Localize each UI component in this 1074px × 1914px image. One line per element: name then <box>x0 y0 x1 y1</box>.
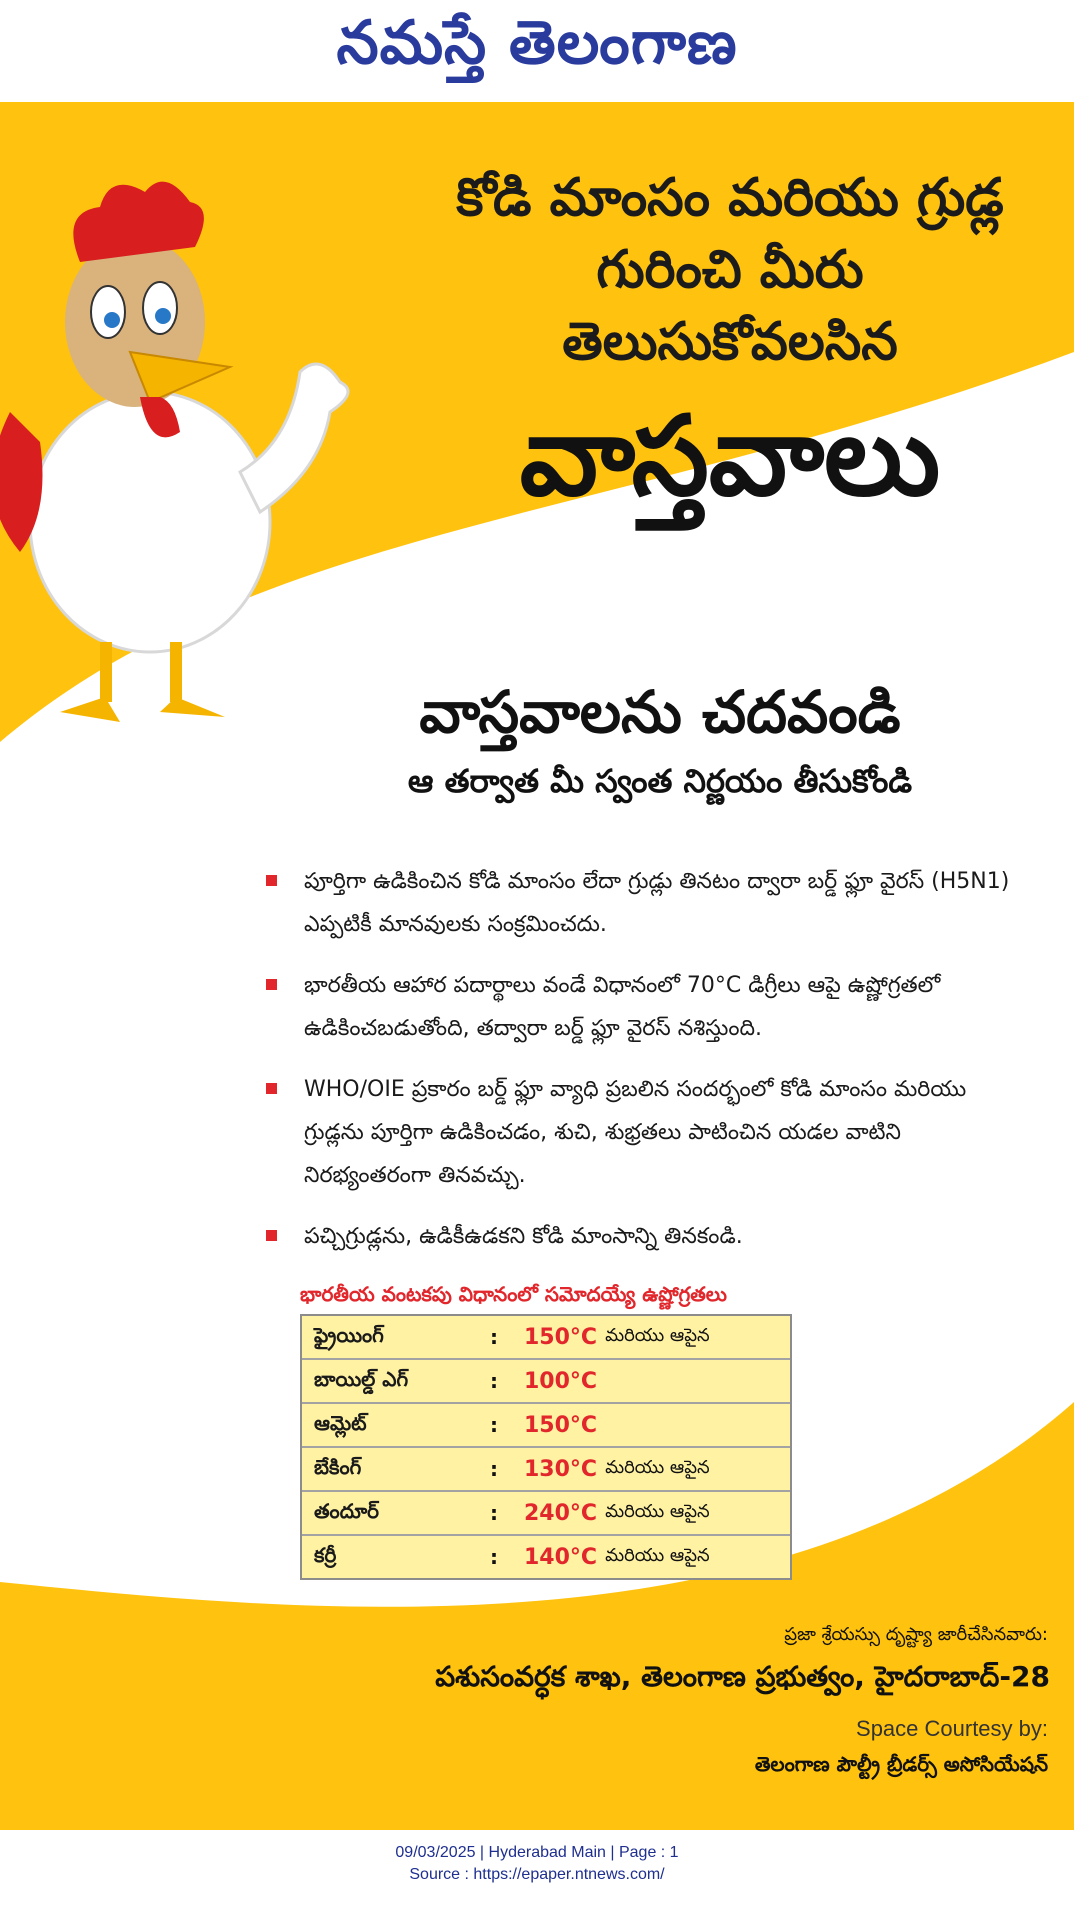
fact-text: WHO/OIE ప్రకారం బర్డ్ ఫ్లూ వ్యాధి ప్రబలిన సందర్భంలో కోడి మాంసం మరియు గ్రుడ్లను పూర్తిగా ఉడికించడం, శుచి, శుభ్రతలు పాటించిన యడల వాటిని నిరభ్యంతరంగా తినవచ్చు. <box>304 1077 967 1188</box>
issued-by-label: ప్రజా శ్రేయస్సు దృష్ట్యా జారీచేసినవారు: <box>784 1624 1048 1645</box>
newspaper-logo: నమస్తే తెలంగాణ <box>336 8 738 78</box>
table-row <box>302 1448 790 1492</box>
cooking-method: ఆమ్లెట్ <box>314 1410 367 1435</box>
temperature-value: 140°C <box>524 1544 598 1570</box>
temperature-value: 150°C <box>524 1324 598 1350</box>
fact-text: పచ్చిగ్రుడ్లను, ఉడికీఉడకని కోడి మాంసాన్ని తినకండి. <box>304 1224 743 1249</box>
decide-subheading: ఆ తర్వాత మీ స్వంత నిర్ణయం తీసుకోండి <box>407 762 913 800</box>
rooster-mascot-icon <box>0 112 400 732</box>
temperature-suffix: మరియు ఆపైన <box>605 1544 710 1566</box>
department-name: పశుసంవర్ధక శాఖ, తెలంగాణ ప్రభుత్వం, హైదరాబాద్-28 <box>435 1660 1050 1693</box>
table-row <box>302 1316 790 1360</box>
temperature-value: 130°C <box>524 1456 598 1482</box>
advertisement <box>0 102 1074 1830</box>
cooking-method: బేకింగ్ <box>314 1454 362 1479</box>
temperature-table-title: భారతీయ వంటకపు విధానంలో సమోదయ్యే ఉష్ణోగ్రతలు <box>300 1282 727 1306</box>
headline-line-2: గురించి మీరు తెలుసుకోవలసిన <box>562 240 898 372</box>
temperature-suffix: మరియు ఆపైన <box>605 1324 710 1346</box>
fact-text: పూర్తిగా ఉడికించిన కోడి మాంసం లేదా గ్రుడ్లు తినటం ద్వారా బర్డ్ ఫ్లూ వైరస్ (H5N1) ఎప్పటికీ మానవులకు సంక్రమించదు. <box>304 869 1010 937</box>
bullet-square-icon <box>266 875 277 886</box>
separator: : <box>490 1413 498 1437</box>
table-row <box>302 1360 790 1404</box>
read-facts-heading: వాస్తవాలను చదవండి <box>419 678 901 746</box>
temperature-value: 150°C <box>524 1412 598 1438</box>
footer-edition-info: 09/03/2025 | Hyderabad Main | Page : 1 <box>395 1844 679 1861</box>
separator: : <box>490 1545 498 1569</box>
cooking-method: బాయిల్డ్ ఎగ్ <box>314 1366 409 1391</box>
table-row <box>302 1492 790 1536</box>
temperature-value: 240°C <box>524 1500 598 1526</box>
bullet-square-icon <box>266 1230 277 1241</box>
headline <box>420 162 1040 526</box>
fact-text: భారతీయ ఆహార పదార్థాలు వండే విధానంలో 70°C డిగ్రీలు ఆపై ఉష్ణోగ్రతలో ఉడికించబడుతోంది, తద్వారా బర్డ్ ఫ్లూ వైరస్ నశిస్తుంది. <box>304 973 941 1041</box>
temperature-value: 100°C <box>524 1368 598 1394</box>
table-row <box>302 1404 790 1448</box>
cooking-method: తందూర్ <box>314 1498 380 1523</box>
masthead <box>0 0 1074 100</box>
list-item <box>262 964 1032 1050</box>
temperature-suffix: మరియు ఆపైన <box>605 1456 710 1478</box>
temperature-suffix: మరియు ఆపైన <box>605 1500 710 1522</box>
bullet-square-icon <box>266 979 277 990</box>
table-row <box>302 1536 790 1578</box>
courtesy-organization: తెలంగాణ పౌల్ట్రీ బ్రీడర్స్ అసోసియేషన్ <box>754 1752 1048 1776</box>
footer-source-link[interactable]: Source : https://epaper.ntnews.com/ <box>409 1866 665 1883</box>
separator: : <box>490 1501 498 1525</box>
page-footer <box>0 1842 1074 1886</box>
headline-main: వాస్తవాలు <box>519 392 941 520</box>
headline-line-1: కోడి మాంసం మరియు గ్రుడ్ల <box>456 168 1004 228</box>
read-facts-block <box>300 672 1020 806</box>
separator: : <box>490 1369 498 1393</box>
list-item <box>262 1215 1032 1258</box>
list-item <box>262 860 1032 946</box>
separator: : <box>490 1457 498 1481</box>
space-courtesy-label: Space Courtesy by: <box>856 1716 1048 1741</box>
cooking-method: ఫ్రైయింగ్ <box>314 1322 384 1347</box>
cooking-method: కర్రీ <box>314 1542 337 1567</box>
separator: : <box>490 1325 498 1349</box>
facts-list <box>262 860 1032 1276</box>
temperature-table <box>300 1314 792 1580</box>
bullet-square-icon <box>266 1083 277 1094</box>
list-item <box>262 1068 1032 1197</box>
